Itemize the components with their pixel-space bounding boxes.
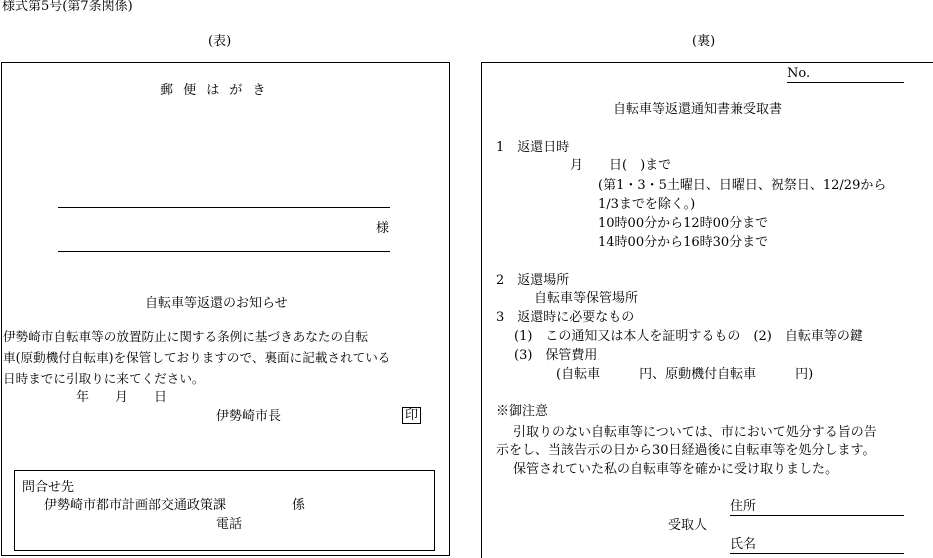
storage-fee-line: (自転車 円、原動機付自転車 円) [556, 367, 814, 382]
required-items-line-1: (1) この通知又は本人を証明するもの (2) 自転車等の鍵 [514, 329, 863, 344]
recipient-address-field: 住所 [730, 500, 904, 516]
return-datetime-heading: 1 返還日時 [496, 140, 570, 155]
front-side-label: (表) [208, 34, 232, 49]
back-side-label: (裏) [692, 34, 716, 49]
addressee-line-top [58, 207, 390, 208]
honorific: 様 [376, 221, 390, 236]
notes-line-1: 引取りのない自転車等については、市において処分する旨の告 [513, 425, 877, 440]
notice-body-line-3: 日時までに引取りに来てください。 [3, 371, 205, 386]
return-time-afternoon: 14時00分から16時30分まで [598, 235, 769, 250]
recipient-name-field: 氏名 [730, 538, 904, 554]
notes-heading: ※御注意 [496, 404, 549, 419]
mayor-title: 伊勢崎市長 [216, 409, 282, 424]
return-time-morning: 10時00分から12時00分まで [598, 216, 769, 231]
postcard-title: 郵 便 は が き [160, 83, 269, 98]
notice-body-line-1: 伊勢崎市自転車等の放置防止に関する条例に基づきあなたの自転 [3, 329, 369, 344]
return-exclusion-1: (第1・3・5土曜日、日曜日、祝祭日、12/29から [598, 178, 887, 193]
notes-line-2: 示をし、当該告示の日から30日経過後に自転車等を処分します。 [496, 443, 876, 458]
notice-title: 自転車等返還のお知らせ [145, 296, 288, 311]
recipient-label: 受取人 [668, 518, 708, 533]
notice-date: 年 月 日 [76, 390, 168, 405]
contact-department: 伊勢崎市都市計画部交通政策課 [44, 498, 227, 513]
return-place-value: 自転車等保管場所 [534, 291, 639, 306]
notice-body-line-2: 車(原動機付自転車)を保管しておりますので、裏面に記載されている [3, 350, 391, 365]
contact-section: 係 [292, 498, 306, 513]
contact-phone-label: 電話 [216, 517, 243, 532]
required-items-heading: 3 返還時に必要なもの [496, 310, 635, 325]
serial-number: No. [787, 67, 904, 83]
return-place-heading: 2 返還場所 [496, 273, 570, 288]
seal-mark: 印 [402, 407, 421, 424]
form-label: 様式第5号(第7条関係) [2, 0, 133, 14]
required-items-line-2: (3) 保管費用 [514, 348, 598, 363]
return-date: 月 日( )まで [570, 158, 672, 173]
return-exclusion-2: 1/3までを除く。) [598, 197, 696, 212]
back-title: 自転車等返還通知書兼受取書 [613, 102, 783, 117]
contact-heading: 問合せ先 [22, 480, 75, 495]
addressee-line-bottom [58, 251, 390, 252]
notes-line-3: 保管されていた私の自転車等を確かに受け取りました。 [513, 462, 839, 477]
